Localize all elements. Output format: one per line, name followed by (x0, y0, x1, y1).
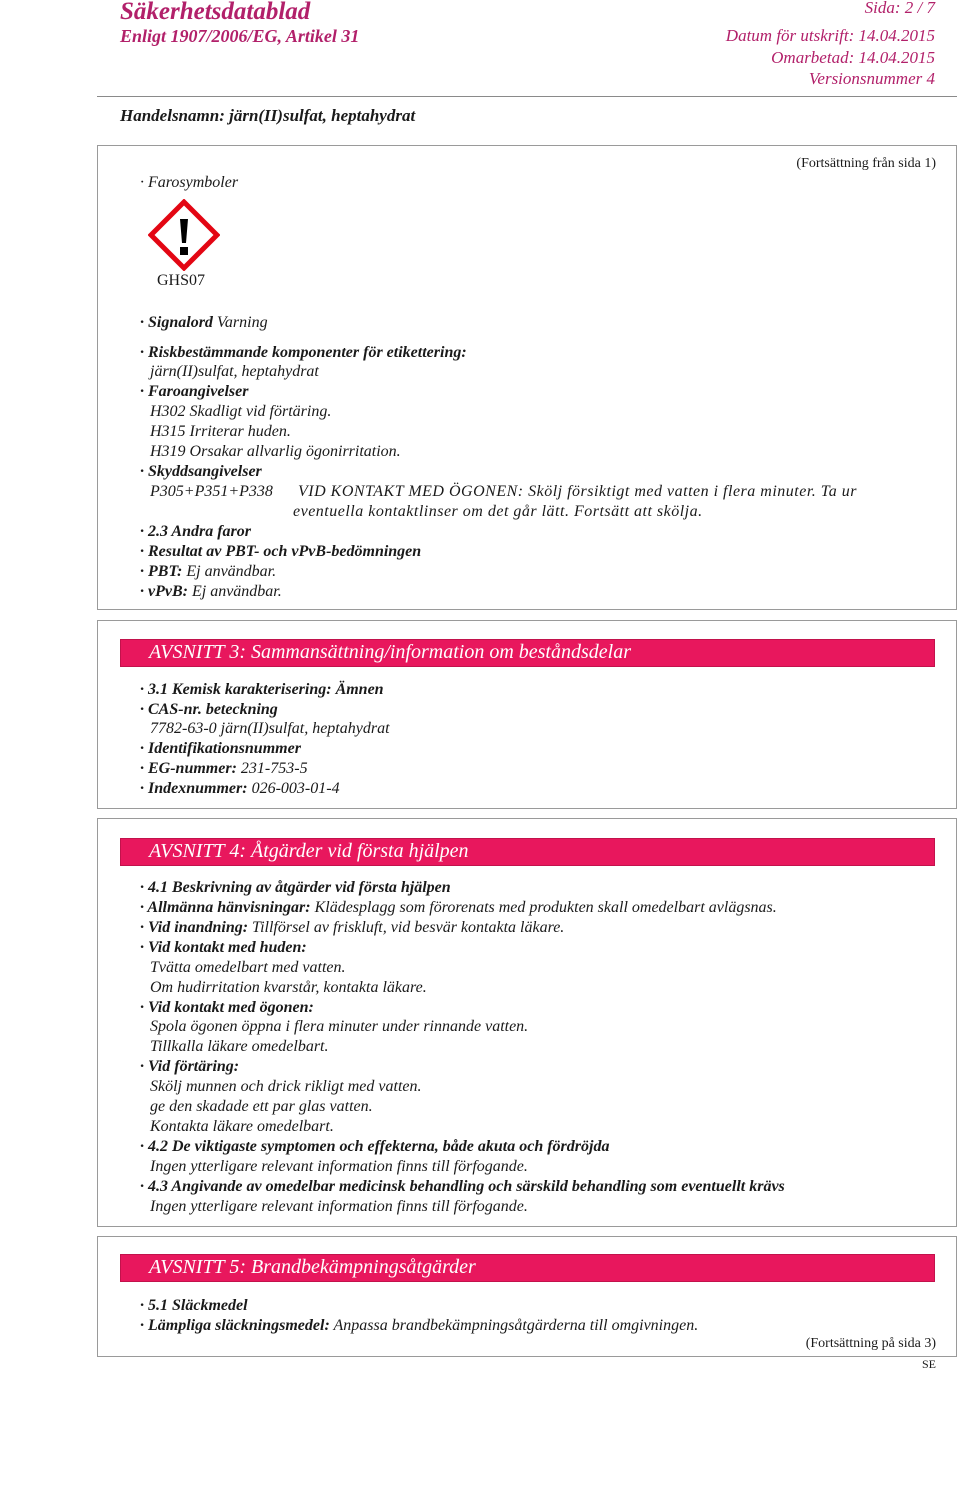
ingestion-1: Skölj munnen och drick rikligt med vatten. (150, 1078, 422, 1095)
symptoms-label: · 4.2 De viktigaste symptomen och effekterna, både akuta och fördröjda (140, 1138, 610, 1155)
precautionary-text-1: VID KONTAKT MED ÖGONEN: Skölj försiktigt med vatten i flera minuter. Ta ur (298, 483, 857, 500)
h315-statement: H315 Irriterar huden. (150, 423, 291, 440)
pictogram-code: GHS07 (157, 272, 206, 289)
trade-name: Handelsnamn: järn(II)sulfat, heptahydrat (120, 106, 416, 125)
vpvb-row (140, 582, 282, 602)
pbt-label: · PBT: (140, 563, 183, 580)
section4-header (120, 838, 935, 866)
exclamation-mark-diamond-icon (148, 199, 220, 271)
identification-label: · Identifikationsnummer (140, 740, 301, 757)
document-title: Säkerhetsdatablad (120, 0, 311, 25)
section3-title: AVSNITT 3: Sammansättning/information om beståndsdelar (149, 641, 631, 663)
eye-contact-label: · Vid kontakt med ögonen: (140, 999, 314, 1016)
continuation-from: (Fortsättning från sida 1) (796, 156, 936, 171)
pbt-row (140, 562, 276, 582)
vpvb-label: · vPvB: (140, 583, 188, 600)
cas-entry: 7782-63-0 järn(II)sulfat, heptahydrat (150, 720, 390, 737)
hazard-statements-label: · Faroangivelser (140, 383, 249, 400)
ingestion-3: Kontakta läkare omedelbart. (150, 1118, 334, 1135)
treatment-text: Ingen ytterligare relevant information finns till förfogande. (150, 1198, 528, 1215)
eg-number-row (140, 759, 308, 779)
first-aid-description-label: · 4.1 Beskrivning av åtgärder vid första hjälpen (140, 879, 451, 896)
suitable-media-row (140, 1316, 698, 1336)
page-number: Sida: 2 / 7 (864, 0, 935, 17)
eg-number-label: · EG-nummer: (140, 760, 237, 777)
index-number-value: 026-003-01-4 (251, 780, 340, 797)
index-number-row (140, 779, 340, 799)
skin-contact-2: Om hudirritation kvarstår, kontakta läkare. (150, 979, 427, 996)
index-number-label: · Indexnummer: (140, 780, 248, 797)
inhalation-label: · Vid inandning: (140, 919, 249, 936)
section3-header (120, 639, 935, 667)
pbt-result-label: · Resultat av PBT- och vPvB-bedömningen (140, 543, 422, 560)
language-code: SE (921, 1357, 936, 1371)
chem-char-label: · 3.1 Kemisk karakterisering: Ämnen (140, 681, 384, 698)
symptoms-text: Ingen ytterligare relevant information finns till förfogande. (150, 1158, 528, 1175)
ingestion-label: · Vid förtäring: (140, 1058, 240, 1075)
section5-header (120, 1254, 935, 1282)
signal-word-row (140, 313, 268, 333)
precautionary-label: · Skyddsangivelser (140, 463, 262, 480)
general-advice-value: Klädesplagg som förorenats med produkten skall omedelbart avlägsnas. (314, 899, 777, 916)
eye-contact-1: Spola ögonen öppna i flera minuter under rinnande vatten. (150, 1018, 529, 1035)
revised-date: Omarbetad: 14.04.2015 (771, 48, 935, 67)
eg-number-value: 231-753-5 (240, 760, 308, 777)
continuation-to: (Fortsättning på sida 3) (805, 1336, 936, 1351)
inhalation-value: Tillförsel av friskluft, vid besvär kontakta läkare. (252, 919, 565, 936)
inhalation-row (140, 918, 564, 938)
eye-contact-2: Tillkalla läkare omedelbart. (150, 1038, 329, 1055)
precautionary-code: P305+P351+P338 (150, 483, 273, 500)
skin-contact-1: Tvätta omedelbart med vatten. (150, 959, 346, 976)
suitable-media-label: · Lämpliga släckningsmedel: (140, 1317, 330, 1334)
extinguishing-media-label: · 5.1 Släckmedel (140, 1297, 248, 1314)
header-divider (97, 96, 957, 97)
version-number: Versionsnummer 4 (808, 69, 935, 88)
treatment-label: · 4.3 Angivande av omedelbar medicinsk behandling och särskild behandling som eventuellt krävs (140, 1178, 785, 1195)
hazard-symbols-label: · Farosymboler (140, 174, 239, 191)
general-advice-label: · Allmänna hänvisningar: (140, 899, 311, 916)
precautionary-text-2: eventuella kontaktlinser om det går lätt. Fortsätt att skölja. (293, 503, 703, 520)
pbt-value: Ej användbar. (186, 563, 277, 580)
vpvb-value: Ej användbar. (191, 583, 282, 600)
h319-statement: H319 Orsakar allvarlig ögonirritation. (150, 443, 401, 460)
other-hazards-label: · 2.3 Andra faror (140, 523, 251, 540)
skin-contact-label: · Vid kontakt med huden: (140, 939, 307, 956)
section5-title: AVSNITT 5: Brandbekämpningsåtgärder (149, 1256, 476, 1278)
section4-title: AVSNITT 4: Åtgärder vid första hjälpen (149, 840, 469, 862)
print-date: Datum för utskrift: 14.04.2015 (725, 26, 935, 45)
signal-word-label: · Signalord (140, 314, 213, 331)
regulation-subtitle: Enligt 1907/2006/EG, Artikel 31 (120, 26, 360, 46)
cas-label: · CAS-nr. beteckning (140, 701, 278, 718)
suitable-media-value: Anpassa brandbekämpningsåtgärderna till omgivningen. (333, 1317, 699, 1334)
signal-word-value: Varning (216, 314, 268, 331)
ingestion-2: ge den skadade ett par glas vatten. (150, 1098, 373, 1115)
component-name: järn(II)sulfat, heptahydrat (150, 363, 319, 380)
general-advice-row (140, 898, 777, 918)
components-label: · Riskbestämmande komponenter för etikettering: (140, 344, 467, 361)
h302-statement: H302 Skadligt vid förtäring. (150, 403, 332, 420)
